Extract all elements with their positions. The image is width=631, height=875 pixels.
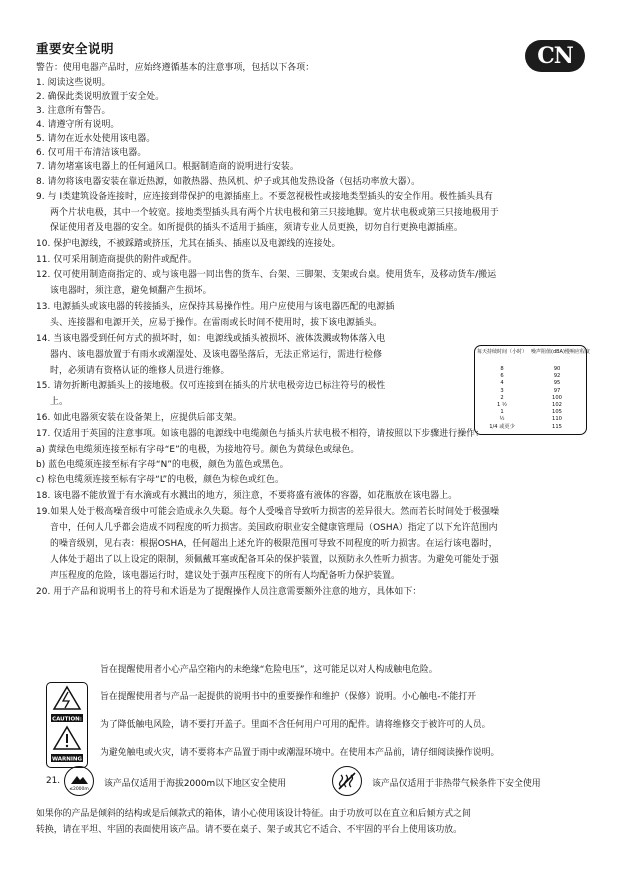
caution-label: CAUTION: bbox=[52, 716, 82, 723]
table-cell: 6 bbox=[500, 373, 504, 380]
list-item: 5. 请勿在近水处使用该电器。 bbox=[36, 134, 156, 144]
symbol-text-cover: 为了降低触电风险，请不要打开盖子。里面不含任何用户可用的配件。请将维修交于被许可的人员。 bbox=[100, 720, 491, 730]
list-item: 4. 请遵守所有说明。 bbox=[36, 120, 120, 130]
footer-line: 如果你的产品是倾斜的结构或是后倾款式的箱体，请小心使用该设计特征。由于功放可以在直立和后倾方式之间 bbox=[36, 809, 471, 819]
table-cell: ½ bbox=[499, 416, 505, 423]
list-item: b) 蓝色电缆须连接至标有字母“N”的电极，颜色为蓝色或黑色。 bbox=[36, 460, 289, 470]
list-item-continued: 人体处于超出了以上设定的限制，须佩戴耳塞或配备耳朵的保护装置，以预防永久性听力损害。为避免可能处于强 bbox=[50, 555, 499, 565]
list-item: 17. 仅适用于英国的注意事项。如该电器的电源线中电缆颜色与插头片状电极不相符，请按照以下步骤进行操作： bbox=[36, 429, 485, 439]
list-item: 9. 与 I类建筑设备连接时，应连接到带保护的电源插座上。不要忽视极性或接地类型插头的安全作用。极性插头具有 bbox=[36, 192, 493, 202]
noise-exposure-table bbox=[474, 345, 590, 435]
table-cell: 90 bbox=[553, 366, 561, 372]
table-cell: 105 bbox=[552, 409, 562, 416]
tropical-climate-icon bbox=[332, 766, 362, 796]
altitude-text: 该产品仅适用于海拔2000m以下地区安全使用 bbox=[104, 779, 287, 789]
list-item: 18. 该电器不能放置于有水滴或有水溅出的地方，须注意，不要将盛有液体的容器，如花瓶放在该电器上。 bbox=[36, 491, 458, 501]
list-item: 16. 如此电器须安装在设备架上，应提供后部支架。 bbox=[36, 413, 242, 423]
list-item: 13. 电源插头或该电器的转接插头，应保持其易操作性。用户应使用与该电器匹配的电源插 bbox=[36, 302, 395, 312]
list-item: 20. 用于产品和说明书上的符号和术语是为了提醒操作人员注意需要额外注意的地方，具体如下： bbox=[36, 587, 422, 597]
exclamation-dot bbox=[66, 745, 68, 747]
list-item-continued: 头、连接器和电源开关，应易于操作。在雷雨或长时间不使用时，拔下该电源插头。 bbox=[50, 318, 383, 328]
table-cell: 8 bbox=[500, 366, 504, 372]
list-item-continued: 声压程度的危险，该电器运行时，建议处于强声压程度下的所有人均配备听力保护装置。 bbox=[50, 571, 401, 581]
list-item: 2. 确保此类说明放置于安全处。 bbox=[36, 92, 165, 102]
table-cell: 110 bbox=[552, 416, 562, 423]
list-item: 8. 请勿将该电器安装在靠近热源，如散热器、热风机、炉子或其他发热设备（包括功率放大器）。 bbox=[36, 177, 421, 187]
table-cell: 100 bbox=[552, 394, 562, 401]
list-item-continued: 音中，任何人几乎都会造成不同程度的听力损害。美国政府职业安全健康管理局（OSHA）指定了以下允许范围内 bbox=[50, 523, 498, 533]
altitude-icon bbox=[64, 766, 94, 796]
list-item: 7. 请勿堵塞该电器上的任何通风口。根据制造商的说明进行安装。 bbox=[36, 162, 299, 172]
list-item: 6. 仅可用干布清洁该电器。 bbox=[36, 148, 147, 158]
list-item-continued: 的噪音级别，见右表：根据OSHA，任何超出上述允许的极限范围可导致不同程度的听力损害。在运行该电器时， bbox=[50, 539, 498, 549]
page-title: 重要安全说明 bbox=[36, 41, 115, 56]
list-item: 10. 保护电源线，不被踩踏或挤压，尤其在插头、插座以及电源线的连接处。 bbox=[36, 239, 341, 249]
caution-warning-label bbox=[46, 682, 88, 768]
list-item: 19.如果人处于极高噪音级中可能会造成永久失聪。每个人受噪音导致听力损害的差异很大。然而若长时间处于极强噪 bbox=[36, 507, 500, 517]
symbol-text-rain: 为避免触电或火灾，请不要将本产品置于雨中或潮湿环境中。在使用本产品前，请仔细阅读操作说明。 bbox=[100, 748, 500, 758]
symbol-text-voltage: 旨在提醒使用者小心产品空箱内的未绝缘“危险电压”，这可能足以对人构成触电危险。 bbox=[100, 665, 438, 675]
table-cell: 1 ½ bbox=[497, 402, 507, 409]
list-item: 14. 当该电器受到任何方式的损坏时，如：电源线或插头被损坏、液体泼溅或物体落入电 bbox=[36, 334, 386, 344]
language-badge: CN bbox=[525, 40, 585, 72]
table-cell: 97 bbox=[553, 387, 561, 394]
list-item-continued: 器内、该电器放置于有雨水或潮湿处、及该电器坠落后，无法正常运行，需进行检修 bbox=[50, 350, 383, 360]
list-item: 1. 阅读这些说明。 bbox=[36, 78, 111, 88]
list-item: a) 黄绿色电缆须连接至标有字母“E”的电极，为接地符号。颜色为黄绿色或绿色。 bbox=[36, 445, 360, 455]
table-cell: 2 bbox=[500, 394, 504, 401]
table-cell: 1 bbox=[500, 409, 504, 416]
list-item: 15. 请勿折断电源插头上的接地极。仅可连接到在插头的片状电极旁边已标注符号的极性 bbox=[36, 381, 386, 391]
list-item: 3. 注意所有警告。 bbox=[36, 106, 111, 116]
table-header-hours: 每天持续时间（小时） bbox=[477, 349, 528, 355]
tropical-text: 该产品仅适用于非热带气候条件下安全使用 bbox=[372, 779, 541, 789]
list-item-continued: 上。 bbox=[50, 397, 68, 407]
altitude-icon-text: ≤2000m bbox=[69, 787, 89, 792]
table-column-hours bbox=[477, 366, 527, 431]
intro-text: 警告：使用电器产品时，应始终遵循基本的注意事项，包括以下各项： bbox=[36, 63, 315, 73]
lightning-bolt-icon bbox=[63, 692, 69, 708]
table-column-dba bbox=[533, 366, 581, 431]
list-item-continued: 该电器时，须注意，避免倾翻产生损坏。 bbox=[50, 286, 212, 296]
table-cell: 102 bbox=[552, 402, 562, 409]
footer-line: 转换，请在平坦、牢固的表面使用该产品。请不要在桌子、架子或其它不适合、不牢固的平台上使用该功放。 bbox=[36, 825, 462, 835]
warning-label: WARNING bbox=[51, 756, 83, 763]
table-cell: 3 bbox=[500, 387, 504, 394]
caution-warning-graphic bbox=[47, 683, 87, 767]
list-item: 11. 仅可采用制造商提供的附件或配件。 bbox=[36, 255, 197, 265]
list-item-continued: 保证使用者及电器的安全。如所提供的插头不适用于插座，须请专业人员更换，切勿自行更换电源插座。 bbox=[50, 223, 463, 233]
table-cell: 92 bbox=[553, 373, 561, 380]
symbol-text-instructions: 旨在提醒使用者与产品一起提供的说明书中的重要操作和维护（保修）说明。小心触电-不能打开 bbox=[100, 692, 476, 702]
table-cell: 95 bbox=[553, 380, 561, 387]
table-cell: 115 bbox=[552, 423, 562, 430]
table-header-dba: 噪声阻值(dBA)慢响应程度 bbox=[531, 349, 590, 355]
table-cell: 4 bbox=[500, 380, 504, 387]
list-item: 12. 仅可使用制造商指定的、或与该电器一同出售的货车、台架、三脚架、支架或台桌。使用货车，及移动货车/搬运 bbox=[36, 270, 497, 280]
list-item: c) 棕色电缆须连接至标有字母“L”的电极，颜色为棕色或红色。 bbox=[36, 475, 284, 485]
list-item-continued: 时，必须请有资格认证的维修人员进行维修。 bbox=[50, 366, 230, 376]
item-21-number: 21. bbox=[46, 776, 61, 786]
mountain-icon bbox=[71, 776, 88, 784]
table-cell: 1/4 或更少 bbox=[489, 423, 515, 430]
list-item-continued: 两个片状电极，其中一个较宽。接地类型插头具有两个片状电极和第三只接地脚。宽片状电极或第三只接地极用于 bbox=[50, 208, 499, 218]
